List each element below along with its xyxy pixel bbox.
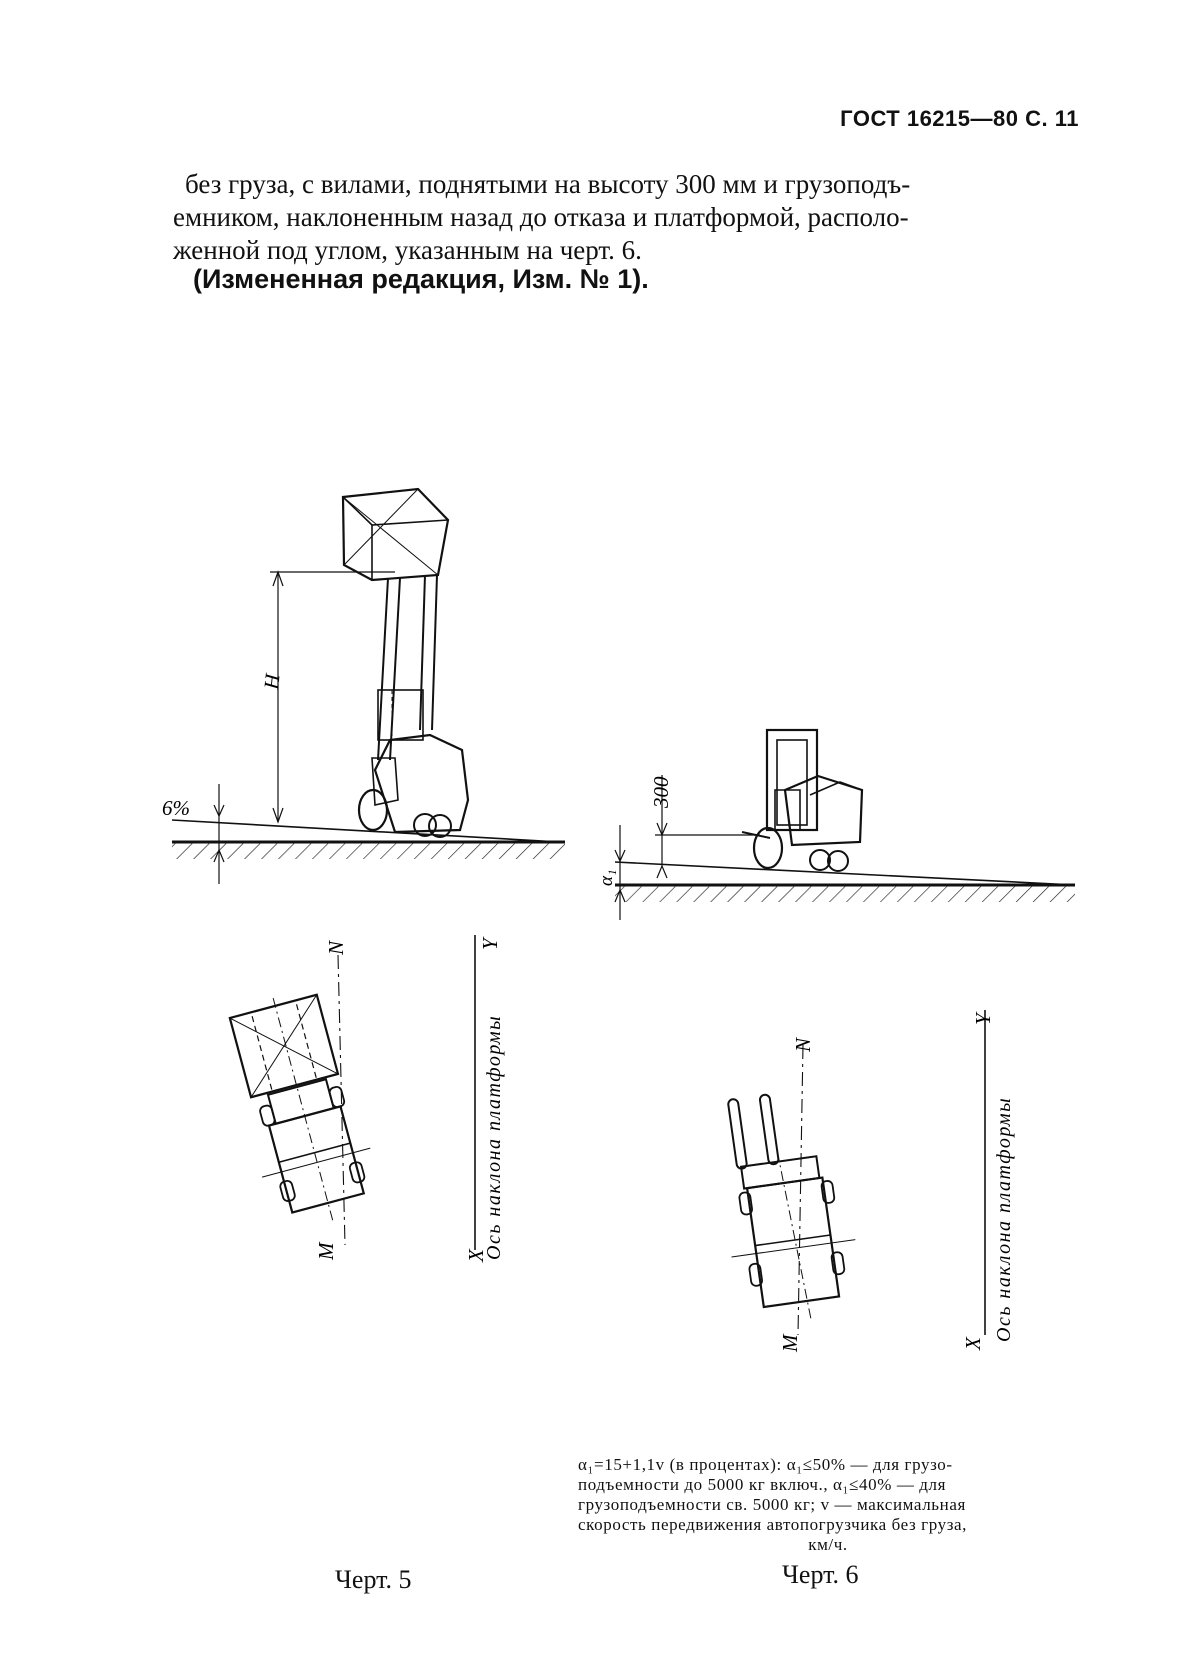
body-line: женной под углом, указанным на черт. 6.: [173, 235, 642, 265]
figure5-caption: Черт. 5: [335, 1565, 412, 1594]
figure6-plan-labels: [778, 1011, 1015, 1353]
axis-y-label: Y: [478, 938, 502, 950]
figure5-labels: [162, 671, 285, 820]
axis-y-label: Y: [971, 1013, 995, 1025]
dimension-300-label: 300: [649, 776, 673, 808]
figure5-side-view: [172, 489, 565, 884]
note-line: скорость передвижения автопогрузчика без груза,: [578, 1515, 968, 1534]
amendment-note: (Измененная редакция, Изм. № 1).: [193, 264, 649, 294]
figure6-side-view: [615, 730, 1075, 920]
platform-axis-label: Ось наклона платформы: [483, 1014, 505, 1260]
axis-x-label: X: [464, 1249, 488, 1262]
note-line: км/ч.: [808, 1535, 848, 1554]
body-line: без груза, с вилами, поднятыми на высоту 300 мм и грузоподъ-: [185, 169, 911, 199]
figure6-caption: Черт. 6: [782, 1560, 859, 1589]
angle-alpha-label: α₁: [596, 869, 617, 886]
body-line: емником, наклоненным назад до отказа и платформой, располо-: [173, 202, 909, 232]
note-line: α₁=15+1,1v (в процентах): α₁≤50% — для грузо-: [578, 1455, 953, 1474]
figure5-plan-view: [218, 935, 475, 1250]
note-line: грузоподъемности св. 5000 кг; v — максимальная: [578, 1495, 966, 1514]
platform-axis-label: Ось наклона платформы: [993, 1096, 1015, 1342]
axis-n-label: N: [324, 940, 348, 955]
page-number: С. 11: [1025, 106, 1079, 131]
dimension-h-label: H: [259, 672, 285, 691]
slope-label: 6%: [162, 796, 190, 820]
axis-m-label: M: [778, 1334, 802, 1352]
note-line: подъемности до 5000 кг включ., α₁≤40% — для: [578, 1475, 947, 1494]
figure6-plan-view: [710, 1010, 985, 1335]
axis-m-label: M: [314, 1242, 338, 1260]
figure6-note: [578, 1455, 1078, 1555]
axis-n-label: N: [791, 1037, 815, 1052]
figure5-plan-labels: [314, 936, 505, 1263]
standard-number: ГОСТ 16215—80: [840, 106, 1019, 131]
axis-x-label: X: [961, 1337, 985, 1350]
